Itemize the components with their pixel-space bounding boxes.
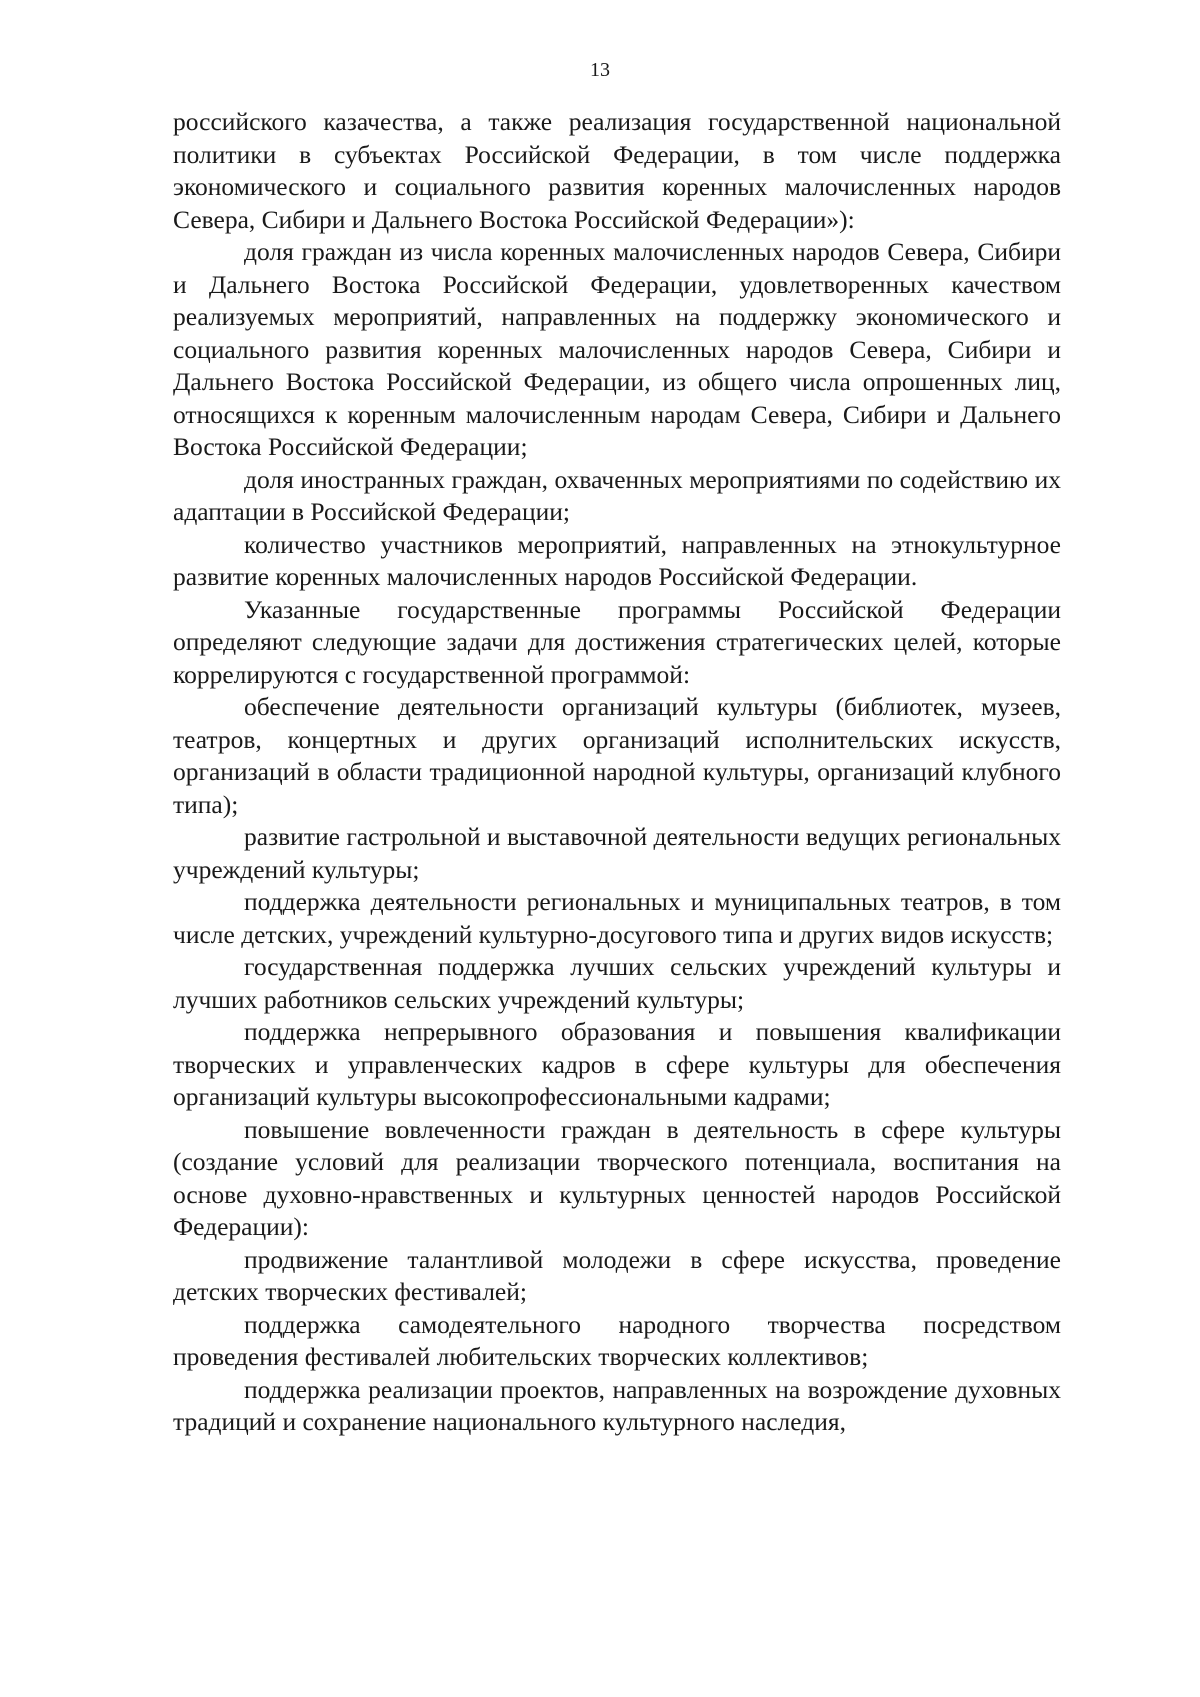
- paragraph: доля иностранных граждан, охваченных мероприятиями по содействию их адаптации в Российской Федерации;: [173, 464, 1061, 526]
- page-number: 13: [590, 59, 610, 81]
- paragraph: развитие гастрольной и выставочной деятельности ведущих региональных учреждений культуры;: [173, 822, 1061, 884]
- body-text: [173, 106, 1061, 1439]
- paragraph: поддержка реализации проектов, направленных на возрождение духовных традиций и сохранение национального культурного наследия,: [173, 1374, 1061, 1436]
- paragraph: поддержка непрерывного образования и повышения квалификации творческих и управленческих кадров в сфере культуры для обеспечения организаций культуры высокопрофессиональными кадрами;: [173, 1017, 1061, 1111]
- paragraph: доля граждан из числа коренных малочисленных народов Севера, Сибири и Дальнего Востока Российской Федерации, удовлетворенных качеством реализуемых мероприятий, направленных на поддержку экономического и социального развития коренных малочисленных народов Севера, Сибири и Дальнего Востока Российской Федерации, из общего числа опрошенных лиц, относящихся к коренным малочисленным народам Севера, Сибири и Дальнего Востока Российской Федерации;: [173, 237, 1061, 461]
- paragraph: государственная поддержка лучших сельских учреждений культуры и лучших работников сельских учреждений культуры;: [173, 952, 1061, 1014]
- paragraph: обеспечение деятельности организаций культуры (библиотек, музеев, театров, концертных и других организаций исполнительских искусств, организаций в области традиционной народной культуры, организаций клубного типа);: [173, 692, 1061, 819]
- paragraph: поддержка самодеятельного народного творчества посредством проведения фестивалей любительских творческих коллективов;: [173, 1309, 1061, 1371]
- paragraph: повышение вовлеченности граждан в деятельность в сфере культуры (создание условий для реализации творческого потенциала, воспитания на основе духовно-нравственных и культурных ценностей народов Российской Федерации):: [173, 1114, 1061, 1241]
- paragraph: количество участников мероприятий, направленных на этнокультурное развитие коренных малочисленных народов Российской Федерации.: [173, 529, 1061, 591]
- paragraph: продвижение талантливой молодежи в сфере искусства, проведение детских творческих фестивалей;: [173, 1244, 1061, 1306]
- paragraph-continuation: российского казачества, а также реализация государственной национальной политики в субъектах Российской Федерации, в том числе поддержка экономического и социального развития коренных малочисленных народов Севера, Сибири и Дальнего Востока Российской Федерации»):: [173, 107, 1061, 234]
- paragraph: Указанные государственные программы Российской Федерации определяют следующие задачи для достижения стратегических целей, которые коррелируются с государственной программой:: [173, 594, 1061, 689]
- paragraph: поддержка деятельности региональных и муниципальных театров, в том числе детских, учреждений культурно-досугового типа и других видов искусств;: [173, 887, 1061, 949]
